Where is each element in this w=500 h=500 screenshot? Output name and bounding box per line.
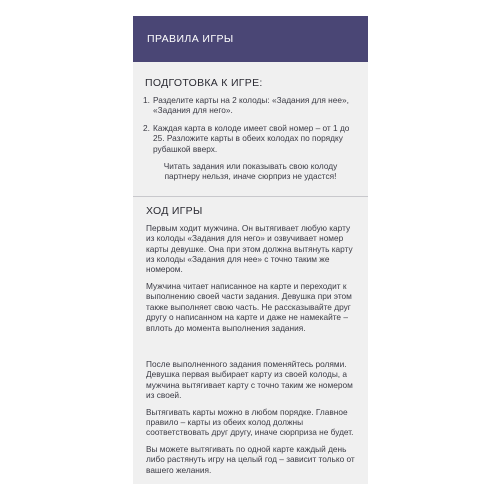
game-paragraph: После выполненного задания поменяйтесь ролями. Девушка первая выбирает карту из своей колоды, а мужчина вытягивает карту с точно таким же номером из своей. <box>146 358 353 401</box>
game-paragraph: Первым ходит мужчина. Он вытягивает любую карту из колоды «Задания для него» и озвучивает номер карты девушке. Она при этом должна вытянуть карту из колоды «Задания для нее» с точно таким же номером. <box>146 222 353 275</box>
list-item <box>143 123 358 154</box>
rules-card <box>133 16 368 484</box>
rules-title: ПРАВИЛА ИГРЫ <box>147 33 234 45</box>
game-paragraph: Вытягивать карты можно в любом порядке. Главное правило – карты из обеих колод должны соответствовать друг другу, иначе сюрприза не будет. <box>146 406 354 438</box>
preparation-note: Читать задания или показывать свою колоду партнеру нельзя, иначе сюрприз не удастся! <box>163 161 338 182</box>
game-title: ХОД ИГРЫ <box>146 204 203 217</box>
list-item <box>143 95 358 116</box>
list-item-number: 2. <box>143 122 150 133</box>
game-section <box>133 197 368 475</box>
game-paragraph: Вы можете вытягивать по одной карте каждый день либо растянуть игру на целый год – зависит только от вашего желания. <box>146 443 355 475</box>
rules-header <box>133 16 368 62</box>
list-item-text: Каждая карта в колоде имеет свой номер – от 1 до 25. Разложите карты в обеих колодах по порядку рубашкой вверх. <box>153 122 350 154</box>
list-item-number: 1. <box>143 95 150 105</box>
preparation-list <box>143 95 358 154</box>
list-item-text: Разделите карты на 2 колоды: «Задания для нее», «Задания для него». <box>153 95 349 116</box>
preparation-section <box>133 62 368 182</box>
paragraph-gap <box>143 339 358 359</box>
game-paragraph: Мужчина читает написанное на карте и переходит к выполнению своей части задания. Девушка при этом также выполняет свою часть. Не рассказывайте друг другу о написанном на карте и даже не намекайте – вплоть до момента выполнения задания. <box>146 280 352 333</box>
preparation-title: ПОДГОТОВКА К ИГРЕ: <box>145 77 263 89</box>
